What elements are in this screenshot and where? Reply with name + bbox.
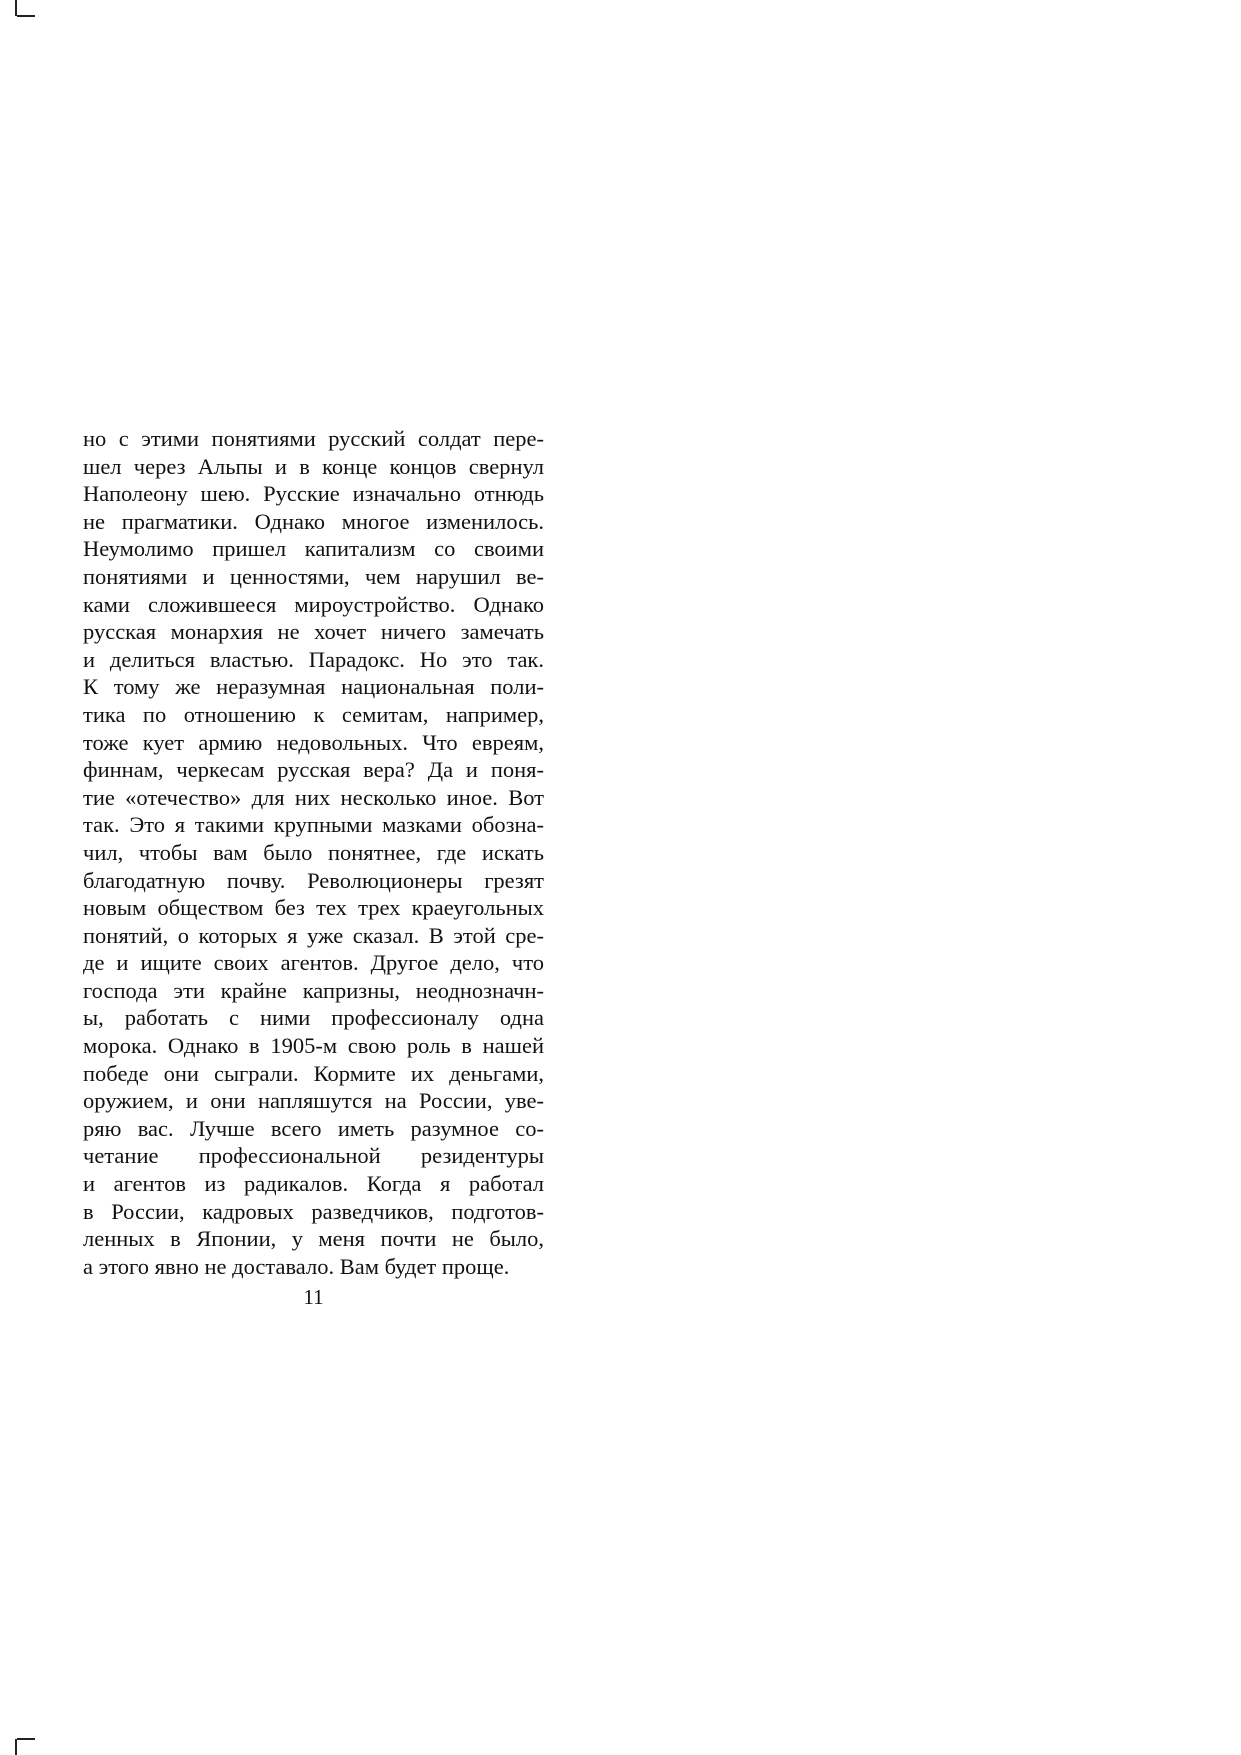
text-line: и агентов из радикалов. Когда я работал	[83, 1171, 544, 1197]
text-line: в России, кадровых разведчиков, подготов-	[83, 1198, 544, 1224]
text-line: а этого явно не доставало. Вам будет проще.	[83, 1253, 510, 1279]
text-line: ряю вас. Лучше всего иметь разумное со-	[83, 1115, 544, 1141]
text-line: финнам, черкесам русская вера? Да и поня-	[83, 757, 544, 783]
page-number: 11	[303, 1285, 324, 1309]
text-line: новым обществом без тех трех краеугольных	[83, 895, 544, 921]
text-line: шел через Альпы и в конце концов свернул	[83, 453, 544, 479]
crop-mark-bottom-left-horizontal	[17, 1738, 35, 1740]
text-line: так. Это я такими крупными мазками обозна-	[83, 812, 544, 838]
text-line: К тому же неразумная национальная поли-	[83, 674, 544, 700]
text-line: не прагматики. Однако многое изменилось.	[83, 508, 544, 534]
crop-mark-bottom-left-vertical	[15, 1739, 17, 1755]
text-line: и делиться властью. Парадокс. Но это так.	[83, 646, 544, 672]
text-line: русская монархия не хочет ничего замечать	[83, 619, 544, 645]
text-line: морока. Однако в 1905-м свою роль в нашей	[83, 1033, 544, 1059]
text-line: тоже кует армию недовольных. Что евреям,	[83, 729, 544, 755]
text-line: благодатную почву. Революционеры грезят	[83, 867, 544, 893]
crop-mark-top-left-horizontal	[17, 15, 35, 17]
text-line: победе они сыграли. Кормите их деньгами,	[83, 1060, 544, 1086]
crop-mark-top-left-vertical	[15, 0, 17, 16]
text-line: де и ищите своих агентов. Другое дело, что	[83, 950, 544, 976]
text-line: ы, работать с ними профессионалу одна	[83, 1005, 544, 1031]
text-line: тика по отношению к семитам, например,	[83, 701, 544, 727]
text-line: чил, чтобы вам было понятнее, где искать	[83, 839, 544, 865]
text-line: но с этими понятиями русский солдат пере-	[83, 426, 544, 451]
text-line: оружием, и они напляшутся на России, уве-	[83, 1088, 544, 1114]
text-line: господа эти крайне капризны, неоднозначн-	[83, 977, 544, 1003]
text-line: понятий, о которых я уже сказал. В этой сре-	[83, 922, 544, 948]
text-line: Наполеону шею. Русские изначально отнюдь	[83, 481, 544, 507]
text-line: Неумолимо пришел капитализм со своими	[83, 536, 544, 562]
text-line: ками сложившееся мироустройство. Однако	[83, 591, 544, 617]
text-line: понятиями и ценностями, чем нарушил ве-	[83, 563, 544, 589]
text-line: тие «отечество» для них несколько иное. Вот	[83, 784, 544, 810]
text-line: четание профессиональной резидентуры	[83, 1143, 544, 1169]
text-line: ленных в Японии, у меня почти не было,	[83, 1226, 544, 1252]
body-text	[83, 425, 544, 1280]
